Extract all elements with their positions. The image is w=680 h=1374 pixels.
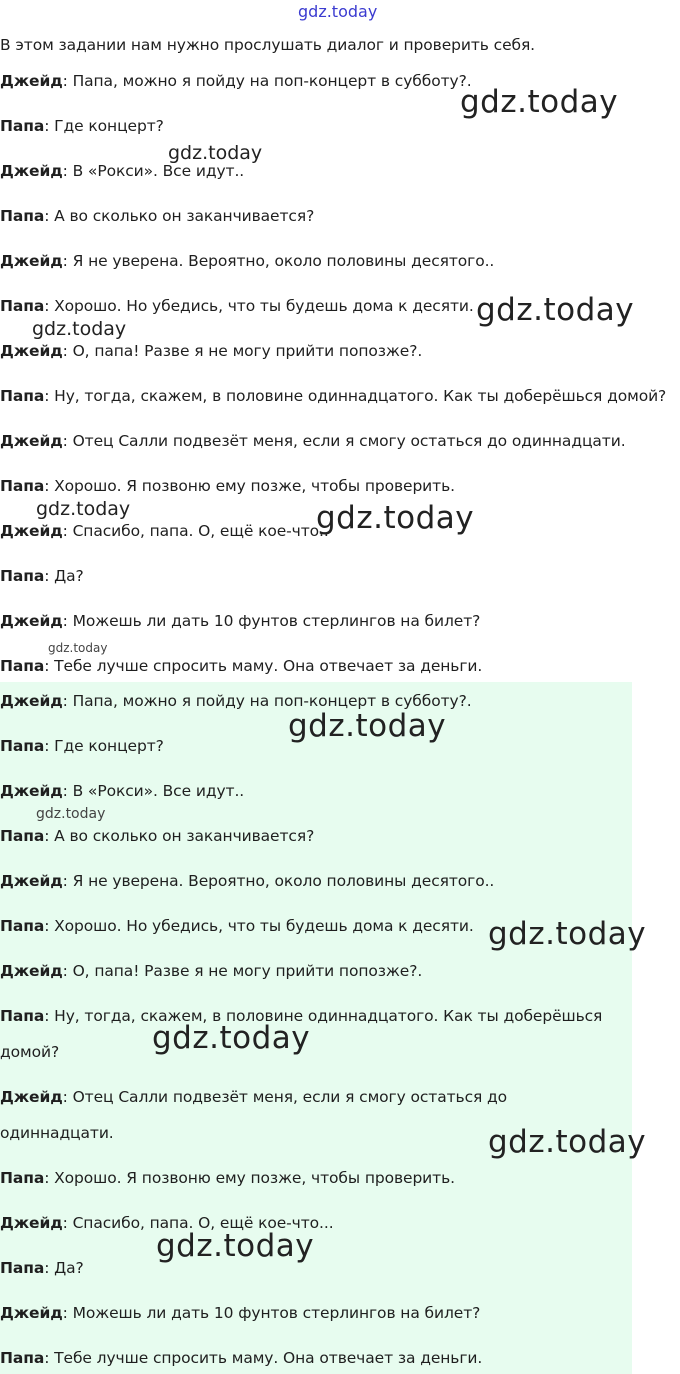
dialogue-line <box>0 916 474 936</box>
speaker-name: Папа <box>0 917 45 935</box>
watermark: gdz.today <box>460 84 619 120</box>
speaker-name: Папа <box>0 1169 45 1187</box>
intro-text: В этом задании нам нужно прослушать диалог и проверить себя. <box>0 36 536 54</box>
line-text: : А во сколько он заканчивается? <box>44 827 315 845</box>
line-text: : Папа, можно я пойду на поп-концерт в субботу?. <box>62 72 472 90</box>
watermark: gdz.today <box>288 708 447 744</box>
line-text: : Ну, тогда, скажем, в половине одиннадцатого. Как ты доберёшься домой? <box>0 1007 603 1061</box>
watermark: gdz.today <box>36 498 131 520</box>
dialogue-line <box>0 161 244 181</box>
dialogue-line <box>0 656 482 676</box>
dialogue-line <box>0 251 494 271</box>
watermark: gdz.today <box>168 142 263 164</box>
line-text: : В «Рокси». Все идут.. <box>62 162 245 180</box>
dialogue-line <box>0 206 314 226</box>
speaker-name: Джейд <box>0 612 63 630</box>
watermark: gdz.today <box>156 1228 315 1264</box>
line-text: : Спасибо, папа. О, ещё кое-что.. <box>62 522 329 540</box>
line-text: : Можешь ли дать 10 фунтов стерлингов на билет? <box>62 612 481 630</box>
watermark: gdz.today <box>316 500 475 536</box>
line-text: : Хорошо. Но убедись, что ты будешь дома к десяти. <box>44 917 474 935</box>
dialogue-line <box>0 826 314 846</box>
line-text: : Хорошо. Я позвоню ему позже, чтобы проверить. <box>44 1169 455 1187</box>
line-text: : Да? <box>44 567 84 585</box>
site-logo[interactable]: gdz.today <box>298 2 378 21</box>
dialogue-line <box>0 781 244 801</box>
line-text: : Ну, тогда, скажем, в половине одиннадцатого. Как ты доберёшься домой? <box>44 387 667 405</box>
watermark: gdz.today <box>488 916 647 952</box>
dialogue-line <box>0 566 84 586</box>
watermark: gdz.today <box>152 1020 311 1056</box>
line-text: : Да? <box>44 1259 84 1277</box>
dialogue-line <box>0 386 666 406</box>
line-text: : О, папа! Разве я не могу прийти попозже?. <box>62 342 423 360</box>
speaker-name: Джейд <box>0 252 63 270</box>
speaker-name: Папа <box>0 1259 45 1277</box>
speaker-name: Джейд <box>0 522 63 540</box>
line-text: : Отец Салли подвезёт меня, если я смогу остаться до одиннадцати. <box>62 432 626 450</box>
speaker-name: Джейд <box>0 432 63 450</box>
speaker-name: Джейд <box>0 692 63 710</box>
speaker-name: Папа <box>0 567 45 585</box>
speaker-name: Джейд <box>0 782 63 800</box>
line-text: : Хорошо. Я позвоню ему позже, чтобы проверить. <box>44 477 455 495</box>
speaker-name: Папа <box>0 387 45 405</box>
watermark: gdz.today <box>36 806 106 822</box>
dialogue-line <box>0 341 422 361</box>
dialogue-line <box>0 871 494 891</box>
watermark: gdz.today <box>488 1124 647 1160</box>
speaker-name: Джейд <box>0 962 63 980</box>
dialogue-line <box>0 961 422 981</box>
dialogue-line <box>0 611 480 631</box>
speaker-name: Папа <box>0 1349 45 1367</box>
line-text: : А во сколько он заканчивается? <box>44 207 315 225</box>
dialogue-line <box>0 1258 84 1278</box>
speaker-name: Папа <box>0 477 45 495</box>
speaker-name: Джейд <box>0 872 63 890</box>
line-text: : Тебе лучше спросить маму. Она отвечает за деньги. <box>44 1349 483 1367</box>
speaker-name: Джейд <box>0 162 63 180</box>
dialogue-line <box>0 476 455 496</box>
line-text: : Где концерт? <box>44 737 164 755</box>
line-text: : Я не уверена. Вероятно, около половины десятого.. <box>62 252 495 270</box>
line-text: : Отец Салли подвезёт меня, если я смогу остаться до одиннадцати. <box>0 1088 508 1142</box>
speaker-name: Папа <box>0 297 45 315</box>
dialogue-line <box>0 431 626 451</box>
speaker-name: Джейд <box>0 1214 63 1232</box>
speaker-name: Папа <box>0 737 45 755</box>
speaker-name: Джейд <box>0 1304 63 1322</box>
dialogue-line <box>0 116 164 136</box>
line-text: : Тебе лучше спросить маму. Она отвечает за деньги. <box>44 657 483 675</box>
watermark: gdz.today <box>32 318 127 340</box>
line-text: : В «Рокси». Все идут.. <box>62 782 245 800</box>
dialogue-line <box>0 736 164 756</box>
dialogue-line <box>0 1168 455 1188</box>
speaker-name: Папа <box>0 827 45 845</box>
watermark: gdz.today <box>476 292 635 328</box>
line-text: : Где концерт? <box>44 117 164 135</box>
line-text: : Спасибо, папа. О, ещё кое-что... <box>62 1214 334 1232</box>
dialogue-line <box>0 1348 482 1368</box>
watermark: gdz.today <box>48 641 108 655</box>
speaker-name: Папа <box>0 207 45 225</box>
speaker-name: Джейд <box>0 72 63 90</box>
line-text: : Я не уверена. Вероятно, около половины десятого.. <box>62 872 495 890</box>
line-text: : Хорошо. Но убедись, что ты будешь дома к десяти. <box>44 297 474 315</box>
line-text: : Папа, можно я пойду на поп-концерт в субботу?. <box>62 692 472 710</box>
speaker-name: Джейд <box>0 342 63 360</box>
dialogue-line <box>0 71 472 91</box>
speaker-name: Папа <box>0 117 45 135</box>
line-text: : Можешь ли дать 10 фунтов стерлингов на билет? <box>62 1304 481 1322</box>
dialogue-line <box>0 1303 480 1323</box>
dialogue-line <box>0 296 474 316</box>
dialogue-line <box>0 521 329 541</box>
speaker-name: Джейд <box>0 1088 63 1106</box>
speaker-name: Папа <box>0 657 45 675</box>
speaker-name: Папа <box>0 1007 45 1025</box>
line-text: : О, папа! Разве я не могу прийти попозже?. <box>62 962 423 980</box>
